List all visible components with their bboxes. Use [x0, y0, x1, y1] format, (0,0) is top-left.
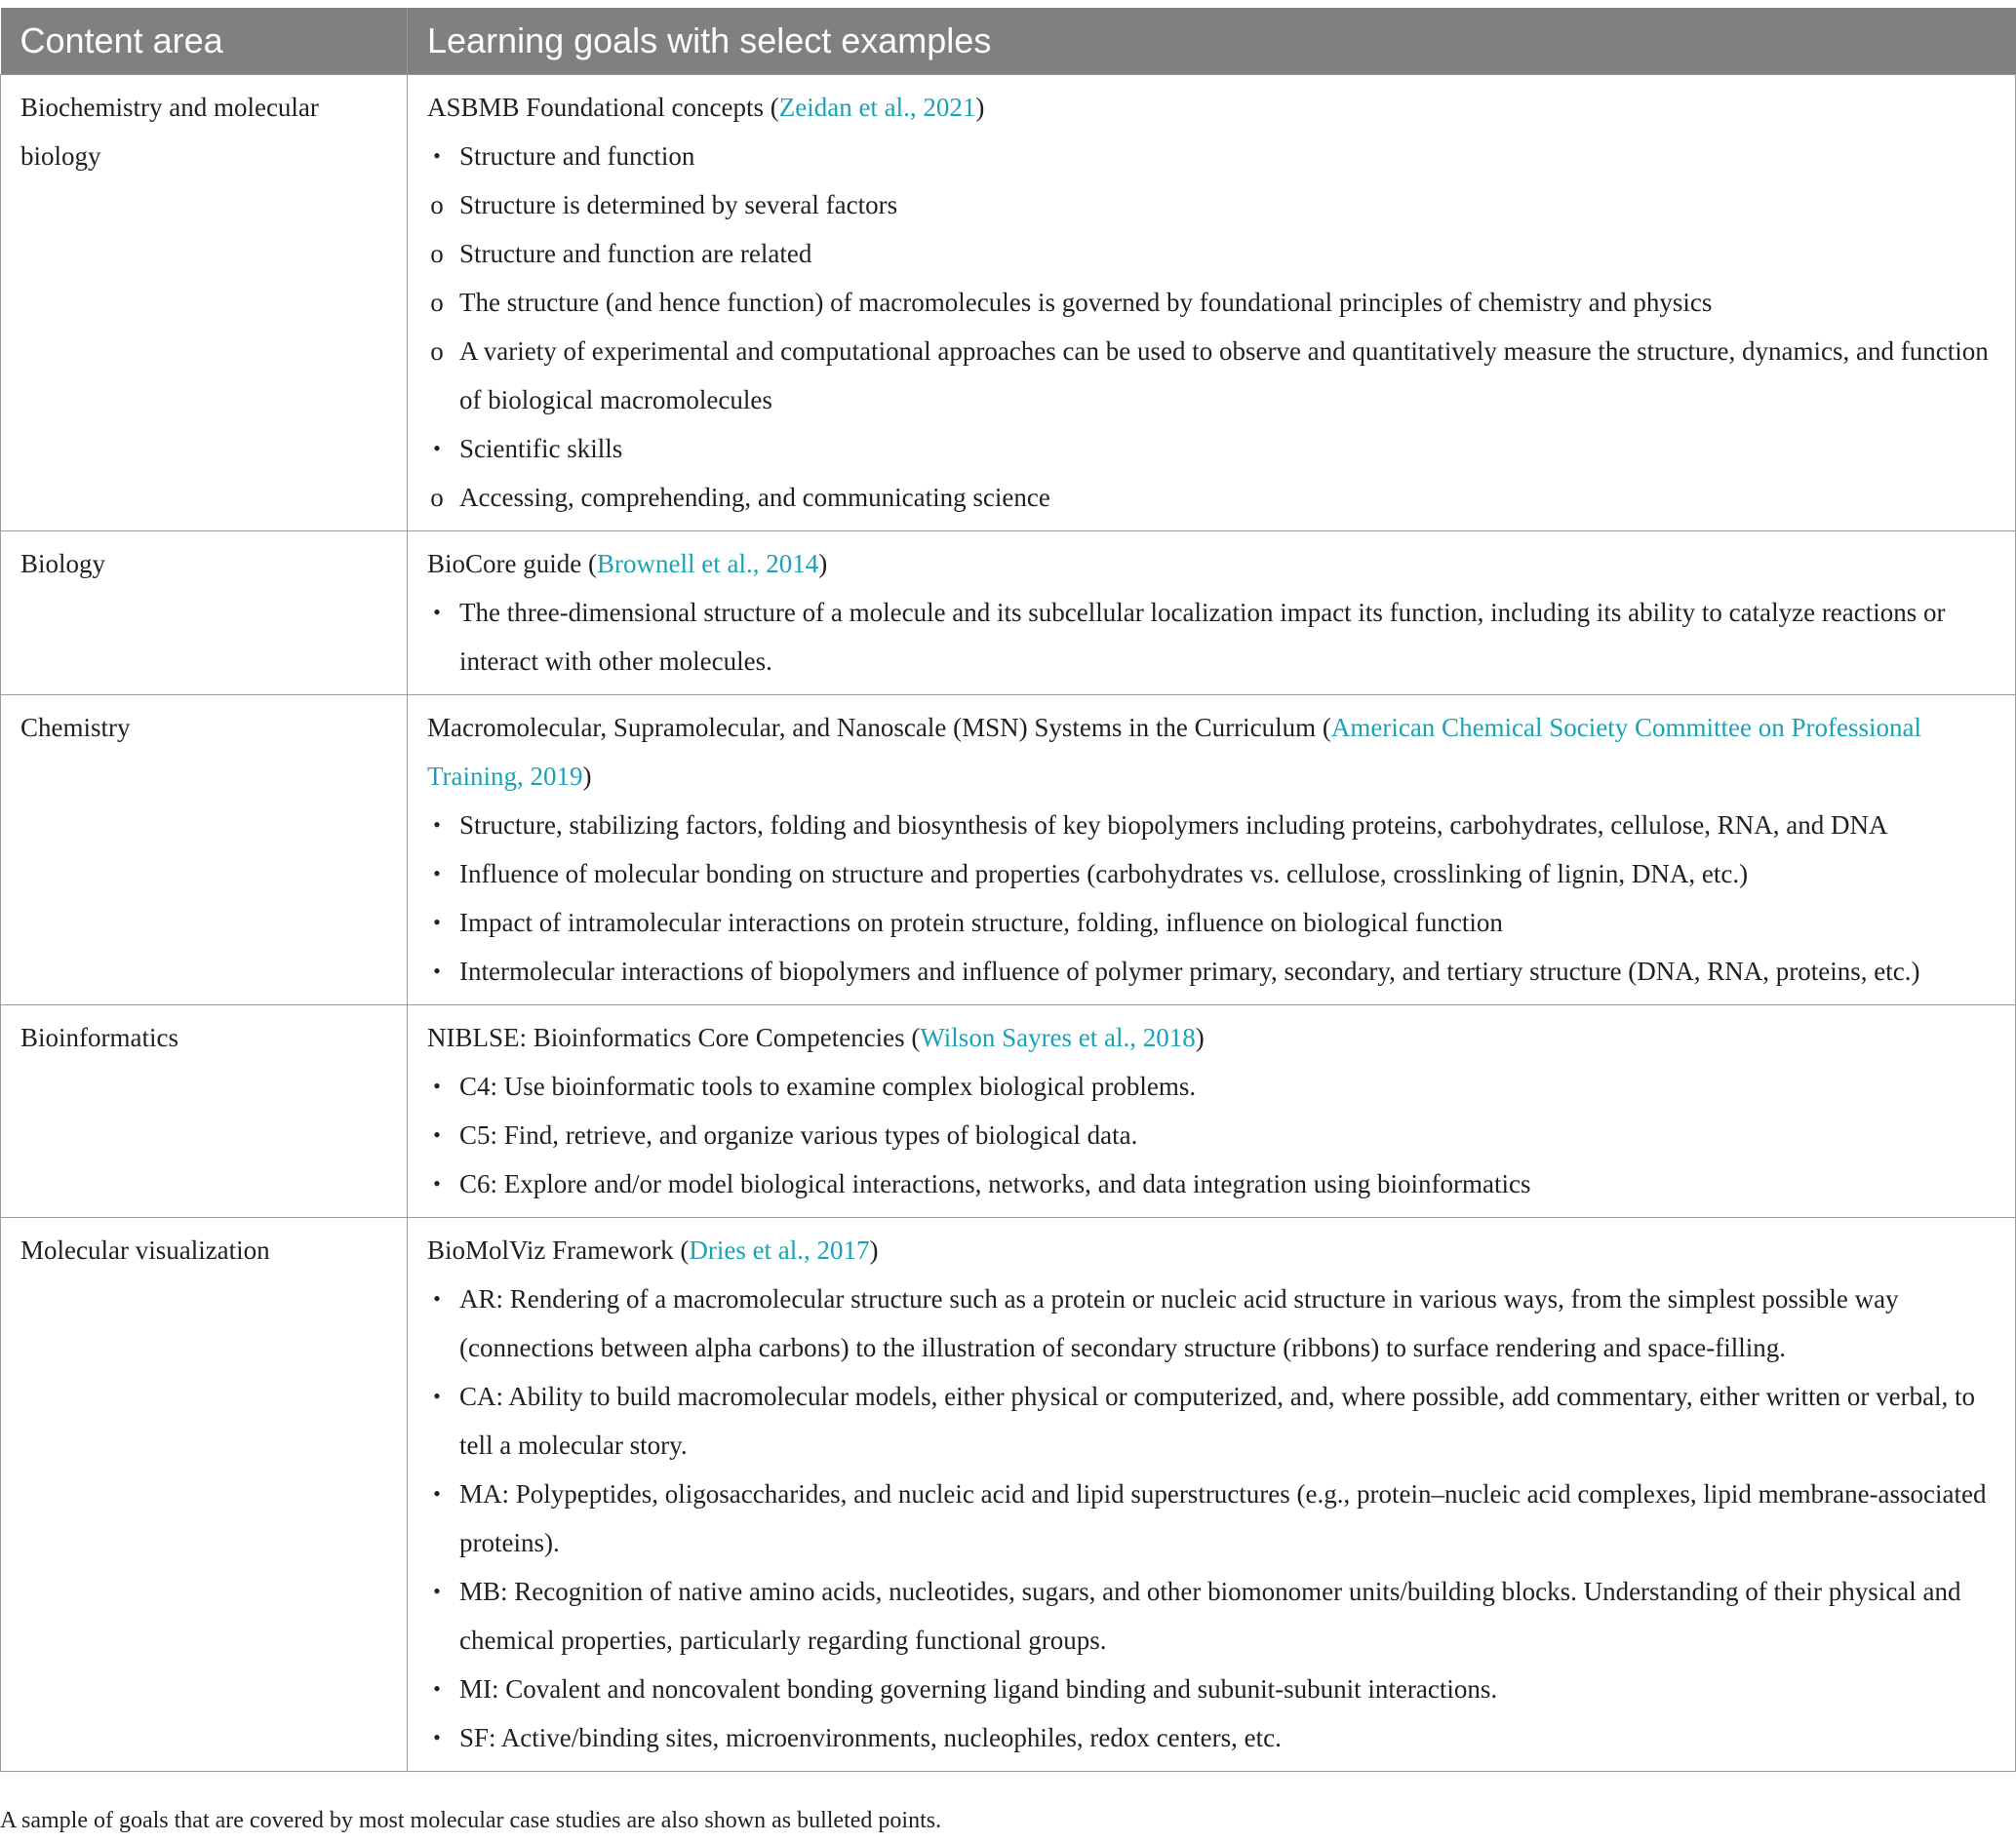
table-row	[1, 531, 2016, 695]
list-item	[427, 473, 1996, 522]
citation-close-paren: )	[1195, 1023, 1205, 1052]
content-area-cell: Bioinformatics	[1, 1005, 408, 1218]
bullet-marker: •	[433, 1122, 441, 1147]
bullet-marker: •	[433, 861, 441, 885]
learning-goals-cell	[408, 1005, 2016, 1218]
content-area-cell: Chemistry	[1, 695, 408, 1005]
bullet-marker: •	[433, 436, 441, 460]
learning-goals-table	[0, 8, 2016, 1772]
citation-close-paren: )	[869, 1235, 879, 1265]
bullet-marker: •	[433, 1676, 441, 1701]
citation-link[interactable]: Wilson Sayres et al., 2018	[920, 1023, 1196, 1052]
bullet-marker: •	[433, 1384, 441, 1408]
bullet-marker: •	[433, 812, 441, 837]
list-item-text: AR: Rendering of a macromolecular structure such as a protein or nucleic acid structure in various ways, from the simplest possible way (connections between alpha carbons) to the illustration of secondary structure (ribbons) to surface rendering and space-filling.	[459, 1284, 1899, 1362]
framework-intro	[427, 539, 1996, 588]
learning-goals-cell	[408, 75, 2016, 531]
list-item-text: SF: Active/binding sites, microenvironments, nucleophiles, redox centers, etc.	[459, 1723, 1282, 1752]
content-area-cell: Biology	[1, 531, 408, 695]
goal-list	[427, 801, 1996, 996]
goal-list	[427, 588, 1996, 686]
sub-bullet-marker: o	[430, 288, 444, 317]
framework-name: BioMolViz Framework (	[427, 1235, 690, 1265]
sub-bullet-marker: o	[430, 190, 444, 219]
list-item-text: The three-dimensional structure of a molecule and its subcellular localization impact its function, including its ability to catalyze reactions or interact with other molecules.	[459, 598, 1946, 676]
list-item-text: CA: Ability to build macromolecular models, either physical or computerized, and, where possible, add commentary, either written or verbal, to tell a molecular story.	[459, 1382, 1976, 1460]
list-item-text: Influence of molecular bonding on structure and properties (carbohydrates vs. cellulose, crosslinking of lignin, DNA, etc.)	[459, 859, 1749, 888]
framework-name: ASBMB Foundational concepts (	[427, 93, 779, 122]
list-item	[427, 1111, 1996, 1159]
table-header	[1, 8, 2016, 75]
framework-intro	[427, 1013, 1996, 1062]
sub-bullet-marker: o	[430, 239, 444, 268]
list-item	[427, 1159, 1996, 1208]
header-row	[1, 8, 2016, 75]
list-item-text: The structure (and hence function) of macromolecules is governed by foundational principles of chemistry and physics	[459, 288, 1713, 317]
list-item	[427, 1567, 1996, 1665]
list-item-text: Scientific skills	[459, 434, 623, 463]
learning-goals-cell	[408, 1218, 2016, 1772]
list-item	[427, 327, 1996, 424]
citation-close-paren: )	[975, 93, 985, 122]
bullet-marker: •	[433, 910, 441, 934]
bullet-marker: •	[433, 1481, 441, 1506]
list-item-text: A variety of experimental and computational approaches can be used to observe and quantitatively measure the structure, dynamics, and function of biological macromolecules	[459, 336, 1989, 414]
citation-link[interactable]: Dries et al., 2017	[689, 1235, 870, 1265]
list-item	[427, 947, 1996, 996]
bullet-marker: •	[433, 959, 441, 983]
table-caption: A sample of goals that are covered by most molecular case studies are also shown as bulleted points.	[0, 1808, 942, 1833]
list-item-text: Structure and function	[459, 141, 695, 171]
citation-link[interactable]: Brownell et al., 2014	[596, 549, 819, 578]
list-item	[427, 278, 1996, 327]
goal-list	[427, 1274, 1996, 1762]
list-item	[427, 1713, 1996, 1762]
list-item-text: C4: Use bioinformatic tools to examine complex biological problems.	[459, 1072, 1197, 1101]
header-learning-goals: Learning goals with select examples	[408, 8, 2016, 75]
list-item-text: Structure is determined by several factors	[459, 190, 898, 219]
citation-close-paren: )	[818, 549, 828, 578]
list-item-text: Structure, stabilizing factors, folding and biosynthesis of key biopolymers including proteins, carbohydrates, cellulose, RNA, and DNA	[459, 810, 1888, 840]
bullet-marker: •	[433, 143, 441, 168]
framework-name: NIBLSE: Bioinformatics Core Competencies (	[427, 1023, 921, 1052]
list-item-text: Impact of intramolecular interactions on protein structure, folding, influence on biological function	[459, 908, 1503, 937]
framework-intro	[427, 1226, 1996, 1274]
list-item	[427, 132, 1996, 180]
bullet-marker: •	[433, 1579, 441, 1603]
list-item	[427, 1274, 1996, 1372]
list-item	[427, 1665, 1996, 1713]
table-row	[1, 695, 2016, 1005]
goal-list	[427, 132, 1996, 522]
framework-name: Macromolecular, Supramolecular, and Nanoscale (MSN) Systems in the Curriculum (	[427, 713, 1331, 742]
framework-name: BioCore guide (	[427, 549, 597, 578]
sub-bullet-marker: o	[430, 336, 444, 366]
bullet-marker: •	[433, 600, 441, 624]
list-item	[427, 1470, 1996, 1567]
sub-bullet-marker: o	[430, 483, 444, 512]
content-area-cell: Biochemistry and molecular biology	[1, 75, 408, 531]
list-item-text: MB: Recognition of native amino acids, nucleotides, sugars, and other biomonomer units/building blocks. Understanding of their physical and chemical properties, particularly regarding functional groups.	[459, 1577, 1961, 1655]
list-item-text: MA: Polypeptides, oligosaccharides, and nucleic acid and lipid superstructures (e.g., protein–nucleic acid complexes, lipid membrane-associated proteins).	[459, 1479, 1987, 1557]
list-item-text: Intermolecular interactions of biopolymers and influence of polymer primary, secondary, and tertiary structure (DNA, RNA, proteins, etc.)	[459, 957, 1920, 986]
list-item	[427, 849, 1996, 898]
list-item-text: Accessing, comprehending, and communicating science	[459, 483, 1050, 512]
list-item	[427, 180, 1996, 229]
list-item	[427, 1062, 1996, 1111]
list-item	[427, 898, 1996, 947]
list-item-text: MI: Covalent and noncovalent bonding governing ligand binding and subunit-subunit interactions.	[459, 1674, 1498, 1704]
bullet-marker: •	[433, 1171, 441, 1196]
bullet-marker: •	[433, 1074, 441, 1098]
list-item	[427, 424, 1996, 473]
framework-intro	[427, 703, 1996, 801]
goal-list	[427, 1062, 1996, 1208]
list-item-text: Structure and function are related	[459, 239, 812, 268]
list-item	[427, 801, 1996, 849]
table-row	[1, 1005, 2016, 1218]
list-item	[427, 229, 1996, 278]
framework-intro	[427, 83, 1996, 132]
table-wrapper	[0, 8, 2016, 1772]
learning-goals-cell	[408, 531, 2016, 695]
table-row	[1, 75, 2016, 531]
list-item	[427, 588, 1996, 686]
content-area-cell: Molecular visualization	[1, 1218, 408, 1772]
bullet-marker: •	[433, 1725, 441, 1749]
table-body	[1, 75, 2016, 1772]
table-row	[1, 1218, 2016, 1772]
header-content-area: Content area	[1, 8, 408, 75]
list-item-text: C6: Explore and/or model biological interactions, networks, and data integration using bioinformatics	[459, 1169, 1531, 1198]
list-item-text: C5: Find, retrieve, and organize various types of biological data.	[459, 1120, 1138, 1150]
learning-goals-cell	[408, 695, 2016, 1005]
citation-link[interactable]: American Chemical Society Committee on Professional Training, 2019	[427, 713, 1921, 791]
citation-close-paren: )	[582, 762, 592, 791]
citation-link[interactable]: Zeidan et al., 2021	[778, 93, 976, 122]
bullet-marker: •	[433, 1286, 441, 1311]
list-item	[427, 1372, 1996, 1470]
